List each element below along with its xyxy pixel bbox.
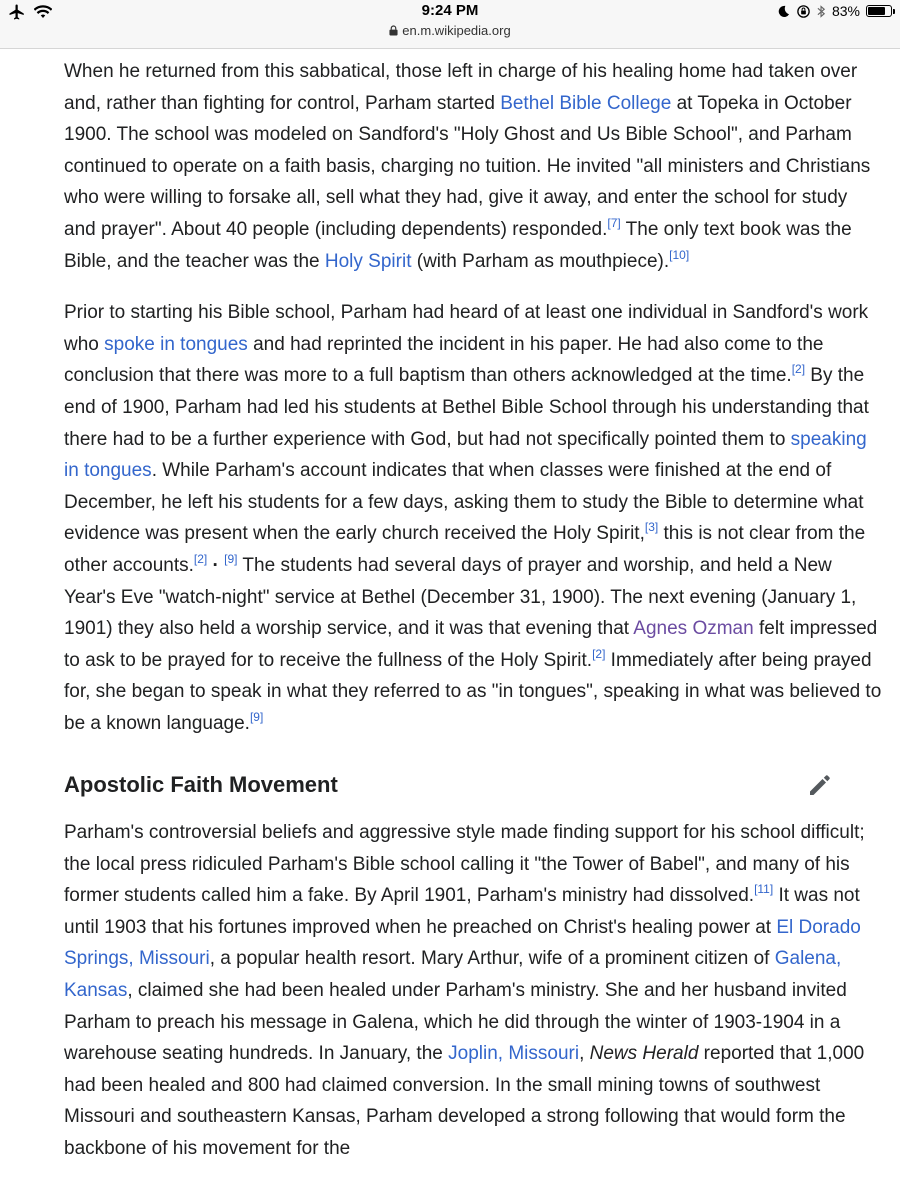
text: , claimed she had been healed under Parham's ministry. She and her husband invited Parham to preach his message in Galena, which he did through the winter of 1903-1904 in a warehouse seating hundreds. In January, the	[64, 980, 847, 1065]
reference[interactable]	[792, 362, 805, 376]
reference-link[interactable]: [7]	[607, 215, 621, 230]
link-spoke-in-tongues[interactable]: spoke in tongues	[104, 333, 248, 355]
url-text: en.m.wikipedia.org	[402, 23, 511, 38]
moon-icon	[777, 5, 790, 18]
reference-link[interactable]: [10]	[669, 247, 690, 262]
reference[interactable]	[194, 552, 207, 566]
status-bar	[0, 0, 900, 49]
reference-link[interactable]: [9]	[224, 551, 238, 566]
reference[interactable]	[224, 552, 237, 566]
text: When he returned from this sabbatical, those left in charge of his healing home had taken over and, rather than fighting for control, Parham started	[64, 61, 858, 114]
pencil-icon[interactable]	[806, 771, 834, 799]
reference-link[interactable]: [9]	[249, 709, 264, 724]
text: By the end of 1900, Parham had led his students at Bethel Bible School through his understanding that there had to be a further experience with God, but had not specifically pointed them to	[64, 365, 869, 450]
reference[interactable]	[754, 882, 773, 896]
text: at Topeka in October 1900. The school was modeled on Sandford's "Holy Ghost and Us Bible School", and Parham continued to operate on a faith basis, charging no tuition. He invited "all ministers and Christians who were willing to forsake all, sell what they had, give it away, and enter the school for study and prayer". About 40 people (including dependents) responded.	[64, 92, 871, 240]
reference-link[interactable]: [11]	[754, 882, 774, 897]
reference-separator: ·	[207, 554, 225, 576]
text: reported that 1,000 had been healed and 800 had claimed conversion. In the small mining towns of southwest Missouri and southeastern Kansas, Parham developed a strong following that would form the backbone of his movement for the	[64, 1043, 865, 1159]
reference[interactable]	[607, 216, 620, 230]
reference-link[interactable]: [2]	[791, 362, 806, 377]
link-joplin-missouri[interactable]: Joplin, Missouri	[448, 1043, 580, 1065]
bluetooth-icon	[817, 4, 826, 19]
text: , a popular health resort. Mary Arthur, wife of a prominent citizen of	[209, 948, 775, 970]
status-time: 9:24 PM	[421, 2, 479, 19]
battery-fill	[868, 7, 885, 15]
text: Immediately after being prayed for, she began to speak in what they referred to as "in tongues", speaking in what was believed to be a known language.	[64, 649, 882, 734]
link-holy-spirit[interactable]: Holy Spirit	[324, 250, 412, 272]
reference-link[interactable]: [2]	[193, 551, 208, 566]
status-right	[777, 3, 892, 19]
text: . While Parham's account indicates that when classes were finished at the end of December, he left his students for a few days, asking them to study the Bible to determine what evidence was present when the early church received the Holy Spirit,	[64, 460, 864, 545]
lock-icon	[389, 25, 398, 36]
paragraph	[64, 56, 884, 277]
article-content	[64, 56, 884, 1165]
text: ,	[579, 1043, 590, 1065]
reference[interactable]	[645, 520, 658, 534]
reference-link[interactable]: [2]	[592, 646, 606, 661]
battery-icon	[866, 5, 892, 17]
reference-link[interactable]: [3]	[644, 520, 659, 535]
text: (with Parham as mouthpiece).	[411, 250, 670, 272]
reference[interactable]	[592, 647, 605, 661]
address-bar[interactable]	[0, 23, 900, 38]
text: Parham's controversial beliefs and aggressive style made finding support for his school difficult; the local press ridiculed Parham's Bible school calling it "the Tower of Babel", and many of his former students called him a fake. By April 1901, Parham's ministry had dissolved.	[64, 822, 865, 907]
link-el-dorado-springs[interactable]: El Dorado Springs, Missouri	[64, 916, 861, 970]
text: It was not until 1903 that his fortunes improved when he preached on Christ's healing power at	[64, 885, 860, 938]
text: The only text book was the Bible, and the teacher was the	[64, 218, 852, 272]
text: and had reprinted the incident in his paper. He had also come to the conclusion that there was more to a full baptism than others acknowledged at the time.	[64, 333, 824, 387]
reference[interactable]	[250, 710, 263, 724]
reference[interactable]	[669, 248, 689, 262]
link-galena-kansas[interactable]: Galena, Kansas	[64, 948, 842, 1002]
section-header	[64, 769, 834, 801]
paragraph	[64, 817, 884, 1165]
text: felt impressed to ask to be prayed for to receive the fullness of the Holy Spirit.	[64, 618, 878, 671]
newspaper-title: News Herald	[589, 1043, 699, 1065]
text: Prior to starting his Bible school, Parham had heard of at least one individual in Sandford's work who	[64, 302, 869, 355]
battery-percent: 83%	[831, 3, 860, 19]
link-speaking-in-tongues[interactable]: speaking in tongues	[64, 428, 867, 482]
link-agnes-ozman[interactable]: Agnes Ozman	[633, 618, 754, 640]
link-bethel-bible-college[interactable]: Bethel Bible College	[500, 92, 672, 114]
section-heading: Apostolic Faith Movement	[64, 772, 338, 798]
text: The students had several days of prayer and worship, and held a New Year's Eve "watch-night" service at Bethel (December 31, 1900). The next evening (January 1, 1901) they also held a worship service, and it was that evening that	[64, 554, 857, 640]
rotation-lock-icon	[796, 4, 811, 19]
text: this is not clear from the other accounts.	[64, 523, 866, 576]
paragraph	[64, 297, 884, 739]
